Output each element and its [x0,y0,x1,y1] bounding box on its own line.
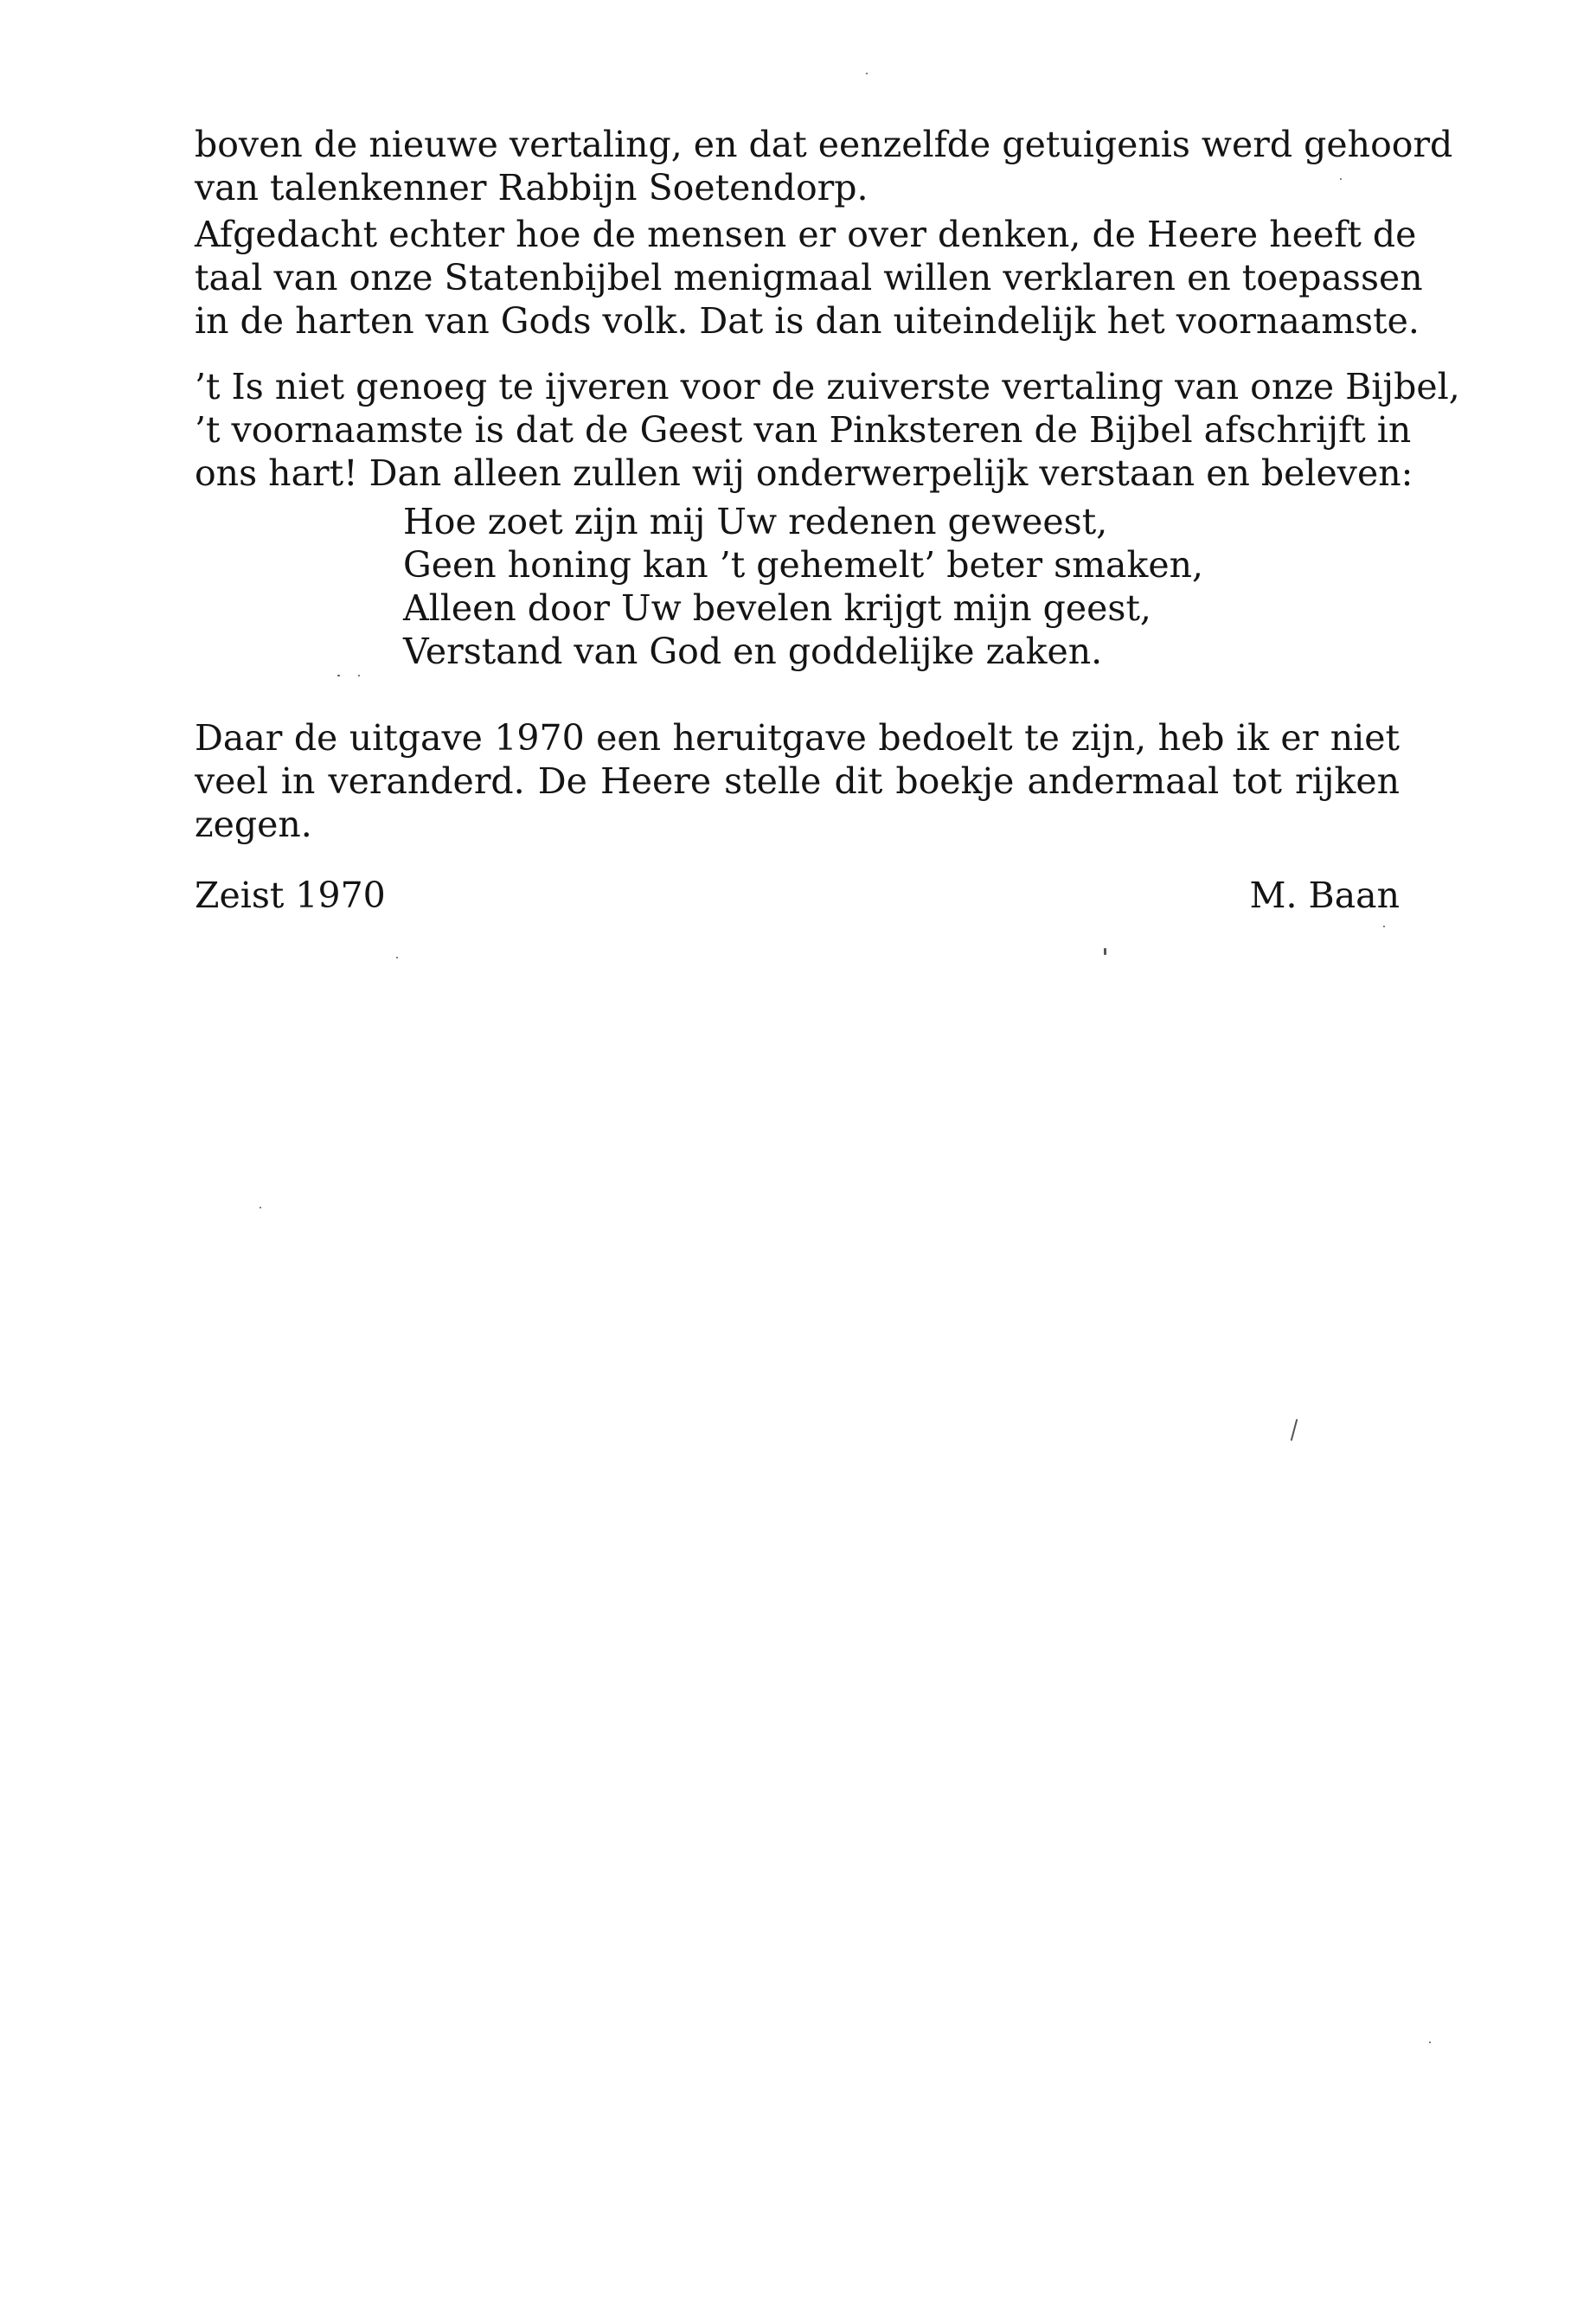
text-line: ’t Is niet genoeg te ijveren voor de zuiverste vertaling van onze Bijbel, [195,366,1460,407]
poem-line: Alleen door Uw bevelen krijgt mijn geest, [403,587,1151,629]
scan-speck [1104,948,1106,955]
poem-stanza [403,500,1268,673]
text-line: Afgedacht echter hoe de mensen er over denken, de Heere heeft de [195,214,1417,255]
text-line: in de harten van Gods volk. Dat is dan uiteindelijk het voornaamste. [195,300,1420,342]
poem-line: Verstand van God en goddelijke zaken. [403,631,1103,672]
scan-speck [337,675,340,676]
author-name: M. Baan [1249,875,1400,916]
scan-speck [358,675,360,676]
scan-speck [1340,178,1342,180]
text-line: van talenkenner Rabbijn Soetendorp. [195,167,869,208]
paragraph-1 [195,123,1453,209]
scan-speck [1429,2041,1431,2043]
text-line: taal van onze Statenbijbel menigmaal willen verklaren en toepassen [195,257,1423,298]
paragraph-3 [195,365,1460,495]
text-line: ’t voornaamste is dat de Geest van Pinksteren de Bijbel afschrijft in [195,409,1412,451]
scan-speck [866,73,868,74]
scan-speck [396,957,398,958]
text-line: ons hart! Dan alleen zullen wij onderwerpelijk verstaan en beleven: [195,452,1413,494]
scan-speck [1291,1419,1298,1441]
poem-line: Hoe zoet zijn mij Uw redenen geweest, [403,501,1108,542]
place-date: Zeist 1970 [195,875,386,916]
text-line: boven de nieuwe vertaling, en dat eenzelfde getuigenis werd gehoord [195,124,1453,165]
text-line: Daar de uitgave 1970 een heruitgave bedoelt te zijn, heb ik er niet [195,717,1400,759]
paragraph-2 [195,213,1423,343]
text-line: zegen. [195,804,312,845]
scan-speck [260,1207,261,1208]
scan-speck [1383,926,1385,927]
text-line: veel in veranderd. De Heere stelle dit boekje andermaal tot rijken [195,760,1400,802]
paragraph-4 [195,716,1400,846]
poem-line: Geen honing kan ’t gehemelt’ beter smaken, [403,544,1204,586]
